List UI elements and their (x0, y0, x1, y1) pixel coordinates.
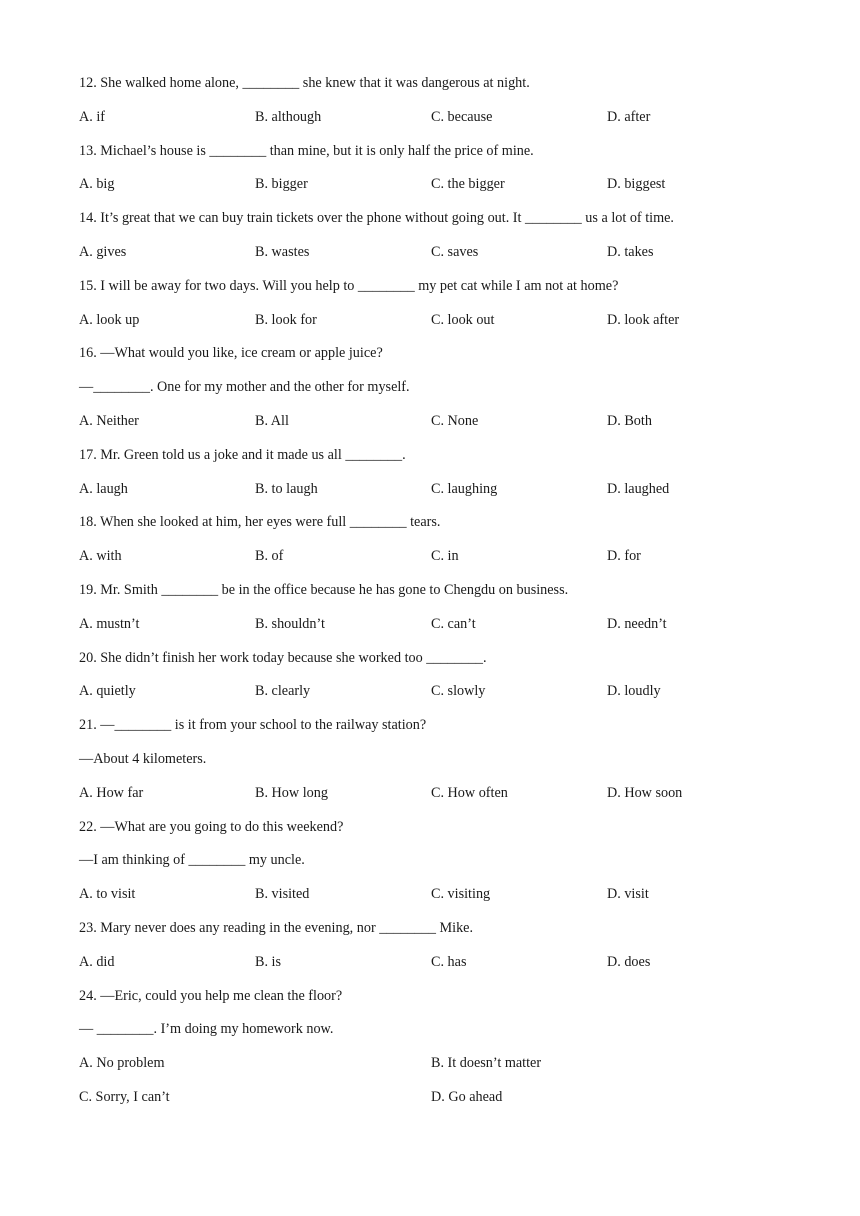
option-d: D. biggest (607, 176, 666, 193)
question-stem: 12. She walked home alone, ________ she knew that it was dangerous at night. (79, 75, 530, 91)
option-c: C. in (431, 548, 459, 565)
options-row (79, 479, 799, 513)
option-c: C. the bigger (431, 176, 505, 193)
option-d: D. look after (607, 311, 680, 328)
question-14 (79, 208, 799, 276)
question-stem: 22. —What are you going to do this weekend? (79, 818, 344, 835)
question-stem: 19. Mr. Smith ________ be in the office because he has gone to Chengdu on business. (79, 581, 569, 598)
question-stem: 24. —Eric, could you help me clean the floor? (79, 987, 343, 1004)
options-row (79, 242, 799, 276)
option-b: B. clearly (255, 683, 311, 700)
option-c: C. because (431, 108, 493, 125)
option-c: C. Sorry, I can’t (79, 1088, 170, 1105)
options-row (79, 1087, 799, 1121)
option-a: A. Neither (79, 412, 139, 429)
option-c: C. None (431, 412, 479, 429)
dialogue-line: —________. One for my mother and the other for myself. (79, 379, 410, 396)
question-stem: 23. Mary never does any reading in the evening, nor ________ Mike. (79, 919, 474, 936)
option-a: A. mustn’t (79, 615, 140, 632)
question-19 (79, 580, 799, 648)
options-row (79, 107, 799, 141)
option-b: B. to laugh (255, 480, 318, 497)
option-a: A. to visit (79, 886, 136, 903)
question-stem: 18. When she looked at him, her eyes were full ________ tears. (79, 514, 441, 531)
question-22 (79, 817, 799, 918)
options-row (79, 1053, 799, 1087)
exam-page (79, 73, 799, 1121)
options-row (79, 783, 799, 817)
question-24 (79, 986, 799, 1121)
option-a: A. if (79, 108, 106, 125)
question-stem: 16. —What would you like, ice cream or apple juice? (79, 345, 383, 362)
option-b: B. How long (255, 784, 328, 801)
options-row (79, 884, 799, 918)
option-d: D. Both (607, 412, 652, 429)
option-a: A. No problem (79, 1055, 165, 1072)
question-18 (79, 512, 799, 580)
options-row (79, 952, 799, 986)
option-c: C. slowly (431, 683, 486, 700)
question-16 (79, 343, 799, 444)
options-row (79, 546, 799, 580)
question-20 (79, 648, 799, 716)
question-stem: 14. It’s great that we can buy train tickets over the phone without going out. It ________ us a lot of time. (79, 210, 674, 227)
option-b: B. although (255, 108, 322, 125)
question-15 (79, 276, 799, 344)
options-row (79, 681, 799, 715)
question-stem: 20. She didn’t finish her work today because she worked too ________. (79, 649, 487, 666)
option-b: B. bigger (255, 176, 308, 193)
option-a: A. quietly (79, 683, 136, 700)
option-a: A. with (79, 548, 122, 565)
option-d: D. How soon (607, 784, 683, 801)
option-c: C. How often (431, 784, 508, 801)
option-a: A. laugh (79, 480, 128, 497)
options-row (79, 174, 799, 208)
option-b: B. look for (255, 311, 317, 328)
option-d: D. visit (607, 886, 649, 903)
dialogue-line: — ________. I’m doing my homework now. (79, 1021, 334, 1038)
question-23 (79, 918, 799, 986)
question-stem: 17. Mr. Green told us a joke and it made us all ________. (79, 446, 406, 463)
question-13 (79, 141, 799, 209)
option-d: D. laughed (607, 480, 670, 497)
option-d: D. for (607, 548, 641, 565)
option-a: A. did (79, 953, 115, 970)
option-c: C. visiting (431, 886, 491, 903)
options-row (79, 411, 799, 445)
option-b: B. wastes (255, 243, 310, 260)
question-stem: 21. —________ is it from your school to the railway station? (79, 717, 427, 734)
option-c: C. can’t (431, 615, 476, 632)
option-d: D. after (607, 108, 651, 125)
question-stem: 13. Michael’s house is ________ than mine, but it is only half the price of mine. (79, 142, 534, 159)
option-b: B. All (255, 412, 289, 429)
option-b: B. of (255, 548, 284, 565)
option-a: A. big (79, 176, 115, 193)
question-17 (79, 445, 799, 513)
options-row (79, 310, 799, 344)
dialogue-line: —About 4 kilometers. (79, 750, 207, 767)
option-b: B. visited (255, 886, 310, 903)
option-c: C. look out (431, 311, 495, 328)
options-row (79, 614, 799, 648)
question-stem: 15. I will be away for two days. Will you help to ________ my pet cat while I am not at home? (79, 277, 619, 294)
option-d: D. does (607, 953, 651, 970)
option-d: D. loudly (607, 683, 661, 700)
option-d: D. needn’t (607, 615, 667, 632)
option-a: A. gives (79, 243, 127, 260)
question-21 (79, 715, 799, 816)
option-d: D. takes (607, 243, 654, 260)
option-c: C. has (431, 953, 467, 970)
option-c: C. laughing (431, 480, 498, 497)
option-a: A. look up (79, 311, 140, 328)
option-a: A. How far (79, 784, 144, 801)
option-b: B. is (255, 953, 282, 970)
question-12 (79, 73, 799, 141)
option-b: B. It doesn’t matter (431, 1055, 542, 1072)
dialogue-line: —I am thinking of ________ my uncle. (79, 852, 305, 869)
option-b: B. shouldn’t (255, 615, 325, 632)
option-c: C. saves (431, 243, 479, 260)
option-d: D. Go ahead (431, 1088, 503, 1105)
